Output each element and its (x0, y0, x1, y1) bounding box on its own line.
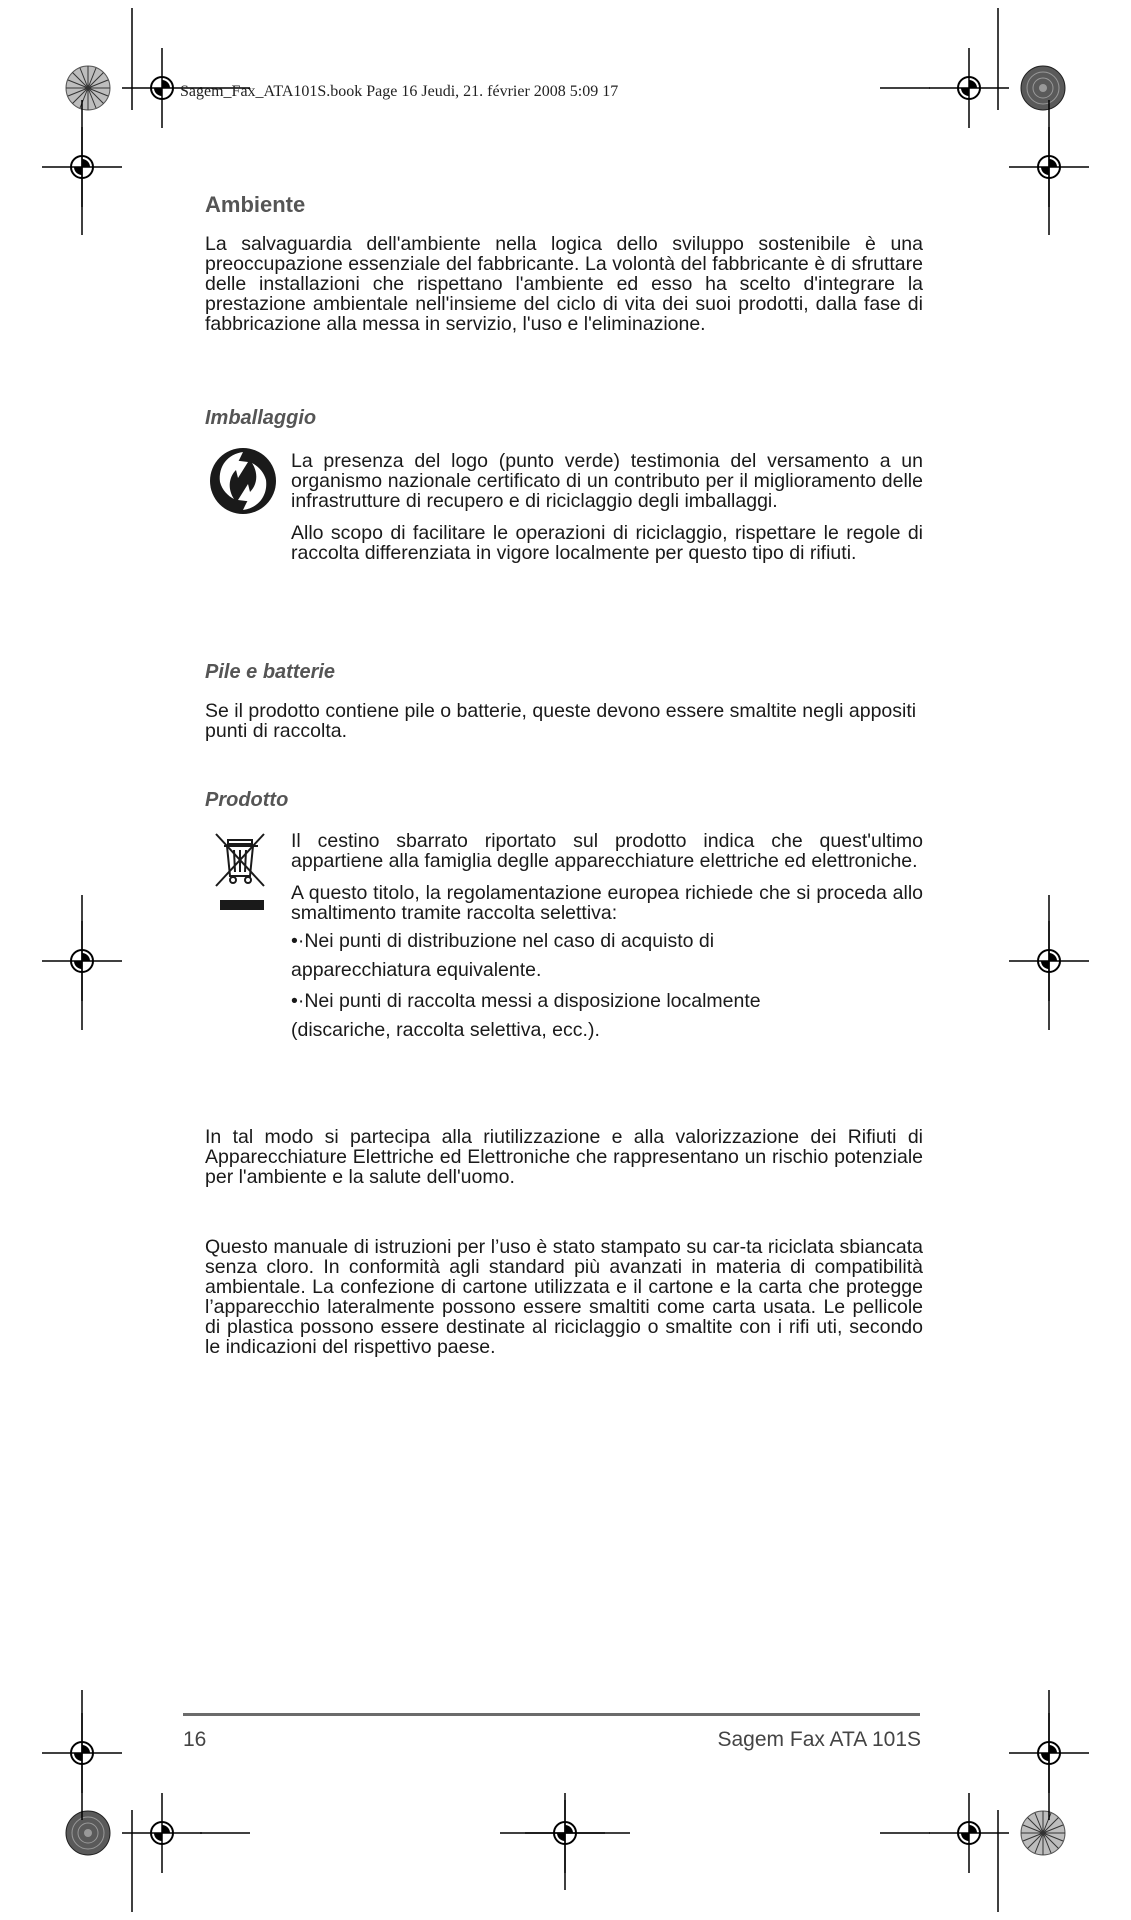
prodotto-bullet-1-line-2: apparecchiatura equivalente. (291, 959, 542, 981)
section-title-ambiente: Ambiente (205, 192, 306, 217)
raee-paragraph: In tal modo si partecipa alla riutilizzazione e alla valorizzazione dei Rifiuti di Apparecchiature Elettriche ed Elettroniche che rappresentano un rischio potenziale per l'ambiente e la salute dell'uomo. (205, 1126, 923, 1188)
print-info-header: Sagem_Fax_ATA101S.book Page 16 Jeudi, 21. février 2008 5:09 17 (180, 83, 619, 100)
footer-rule (183, 1713, 920, 1716)
green-dot-recycling-icon (208, 446, 278, 516)
sunburst-mark-bottom-right (1021, 1811, 1065, 1855)
pile-batterie-paragraph: Se il prodotto contiene pile o batterie, queste devono essere smaltite negli appositi punti di raccolta. (205, 700, 917, 742)
section-ambiente (205, 192, 923, 334)
ambiente-paragraph: La salvaguardia dell'ambiente nella logica dello sviluppo sostenibile è una preoccupazione essenziale del fabbricante. La volontà del fabbricante è di sfruttare delle installazioni che rispettano l'ambiente ed esso ha scelto d'integrare la prestazione ambientale nell'insieme del ciclo di vita dei suoi prodotti, dalla fase di fabbricazione alla messa in servizio, l'uso e l'eliminazione. (205, 233, 923, 335)
crossed-out-bin-icon (212, 830, 272, 912)
sunburst-mark-bottom-left (66, 1811, 110, 1855)
prodotto-body (291, 831, 923, 1045)
subsection-title-pile-batterie: Pile e batterie (205, 661, 336, 683)
register-target-top-right (929, 48, 1009, 128)
subsection-title-prodotto: Prodotto (205, 789, 289, 811)
page-number: 16 (183, 1728, 207, 1751)
prodotto-bullet-1-line-1: •·Nei punti di distribuzione nel caso di acquisto di (291, 930, 715, 952)
section-imballaggio (205, 407, 923, 430)
imballaggio-body (291, 451, 923, 563)
sunburst-mark-top-left (66, 66, 110, 110)
prodotto-bullet-2-line-1: •·Nei punti di raccolta messi a disposizione localmente (291, 990, 761, 1012)
prodotto-paragraph-1: Il cestino sbarrato riportato sul prodotto indica che quest'ultimo appartiene alla famiglia deglle apparecchiature elettriche ed elettroniche. (291, 830, 923, 872)
prodotto-paragraph-2: A questo titolo, la regolamentazione europea richiede che si proceda allo smaltimento tramite raccolta selettiva: (291, 882, 923, 924)
section-pile-batterie (205, 661, 923, 741)
imballaggio-paragraph-2: Allo scopo di facilitare le operazioni di riciclaggio, rispettare le regole di raccolta differenziata in vigore localmente per questo tipo di rifiuti. (291, 522, 923, 564)
section-manuale (205, 1237, 923, 1357)
sunburst-mark-top-right (1021, 66, 1065, 110)
section-raee (205, 1127, 923, 1187)
footer-doc-title: Sagem Fax ATA 101S (717, 1728, 921, 1751)
imballaggio-paragraph-1: La presenza del logo (punto verde) testimonia del versamento a un organismo nazionale certificato di un contributo per il miglioramento delle infrastrutture di recupero e di riciclaggio degli imballaggi. (291, 450, 923, 512)
register-target-bottom-left (122, 1793, 202, 1873)
manuale-paragraph: Questo manuale di istruzioni per l’uso è stato stampato su car-ta riciclata sbiancata senza cloro. In conformità agli standard più avanzati in materia di compatibilità ambientale. La confezione di cartone utilizzata e il cartone e la carta che protegge l’apparecchio lateralmente possono essere smaltiti come carta usata. Le pellicole di plastica possono essere destinate al riciclaggio o smaltite con i rifi uti, secondo le indicazioni del rispettivo paese. (205, 1236, 923, 1358)
register-target-bottom-right (929, 1793, 1009, 1873)
prodotto-bullet-2-line-2: (discariche, raccolta selettiva, ecc.). (291, 1019, 600, 1041)
subsection-title-imballaggio: Imballaggio (205, 407, 317, 429)
section-prodotto (205, 789, 923, 812)
